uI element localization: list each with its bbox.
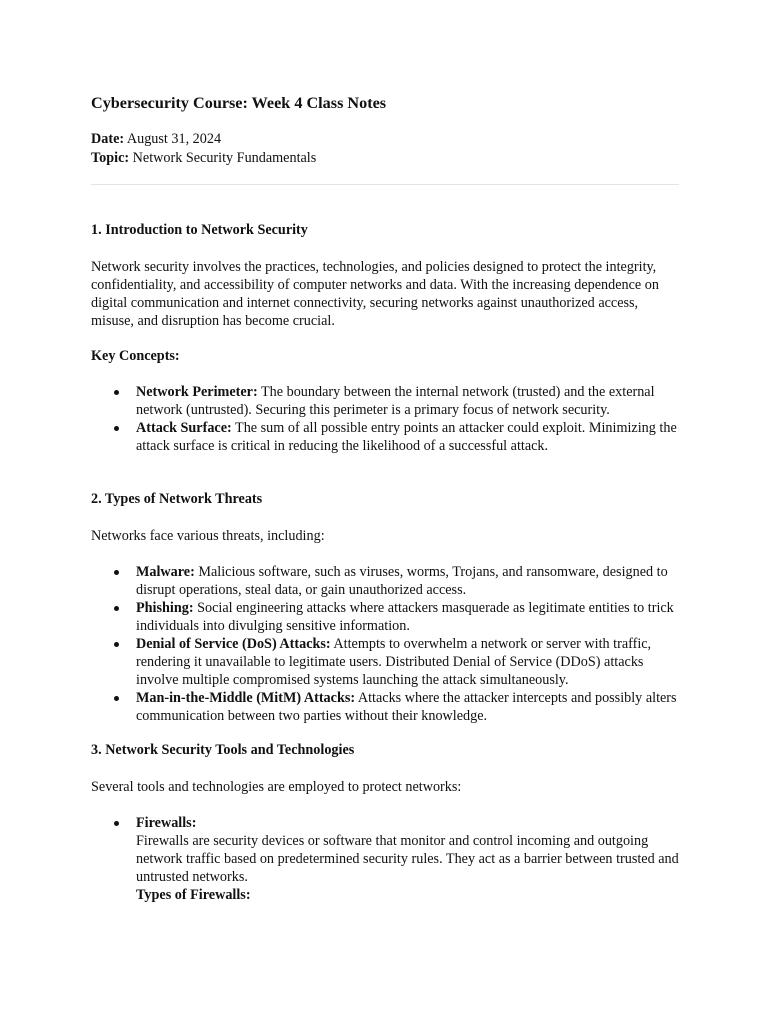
- list-item-text: Social engineering attacks where attackers masquerade as legitimate entities to trick individuals into divulging sensitive information.: [136, 600, 674, 634]
- list-item: [91, 599, 681, 635]
- topic-line: [91, 149, 691, 167]
- list-item-term: Firewalls:: [136, 815, 197, 831]
- list-item-text: Firewalls are security devices or software that monitor and control incoming and outgoing network traffic based on predetermined security rules. They act as a barrier between trusted and untrusted networks.: [136, 833, 679, 885]
- list-item-text: Malicious software, such as viruses, worms, Trojans, and ransomware, designed to disrupt operations, steal data, or gain unauthorized access.: [136, 564, 668, 598]
- list-item-term: Attack Surface:: [136, 420, 232, 436]
- list-item-term: Network Perimeter:: [136, 384, 258, 400]
- list-item: [91, 419, 681, 455]
- divider: [91, 184, 679, 185]
- tools-list: [91, 814, 681, 904]
- list-item-text: Attacks where the attacker intercepts and possibly alters communication between two parties without their knowledge.: [136, 690, 677, 724]
- section-intro: Several tools and technologies are employed to protect networks:: [91, 779, 462, 795]
- section-heading: 2. Types of Network Threats: [91, 491, 263, 507]
- topic-value: Network Security Fundamentals: [132, 150, 317, 166]
- list-item: [91, 814, 681, 904]
- list-item: [91, 383, 681, 419]
- section-paragraph: Network security involves the practices, technologies, and policies designed to protect the integrity, confidentiality, and accessibility of computer networks and data. With the increasing dependence on digital communication and internet connectivity, securing networks against unauthorized access, misuse, and disruption has become crucial.: [91, 259, 659, 329]
- date-line: [91, 130, 691, 148]
- list-item: [91, 635, 681, 689]
- date-value: August 31, 2024: [126, 131, 222, 147]
- threats-list: [91, 563, 681, 725]
- section-heading: 3. Network Security Tools and Technologies: [91, 742, 355, 758]
- page-title: Cybersecurity Course: Week 4 Class Notes: [91, 94, 387, 112]
- list-item-term: Man-in-the-Middle (MitM) Attacks:: [136, 690, 356, 706]
- key-concepts-list: [91, 383, 681, 455]
- section-intro: Networks face various threats, including:: [91, 528, 325, 544]
- list-item-term: Phishing:: [136, 600, 194, 616]
- list-item-term: Denial of Service (DoS) Attacks:: [136, 636, 331, 652]
- list-item-text: Attempts to overwhelm a network or server with traffic, rendering it unavailable to legitimate users. Distributed Denial of Service (DDoS) attacks involve multiple compromised systems launching the attack simultaneously.: [136, 636, 652, 688]
- list-item: [91, 563, 681, 599]
- list-item-text: The boundary between the internal network (trusted) and the external network (untrusted). Securing this perimeter is a primary focus of network security.: [136, 384, 655, 418]
- list-item: [91, 689, 681, 725]
- list-item-term: Malware:: [136, 564, 195, 580]
- list-item-text: The sum of all possible entry points an attacker could exploit. Minimizing the attack surface is critical in reducing the likelihood of a successful attack.: [136, 420, 677, 454]
- date-label: Date:: [91, 131, 125, 147]
- key-concepts-label: Key Concepts:: [91, 348, 180, 364]
- section-heading: 1. Introduction to Network Security: [91, 222, 308, 238]
- list-item-subheading: Types of Firewalls:: [136, 887, 251, 903]
- topic-label: Topic:: [91, 150, 130, 166]
